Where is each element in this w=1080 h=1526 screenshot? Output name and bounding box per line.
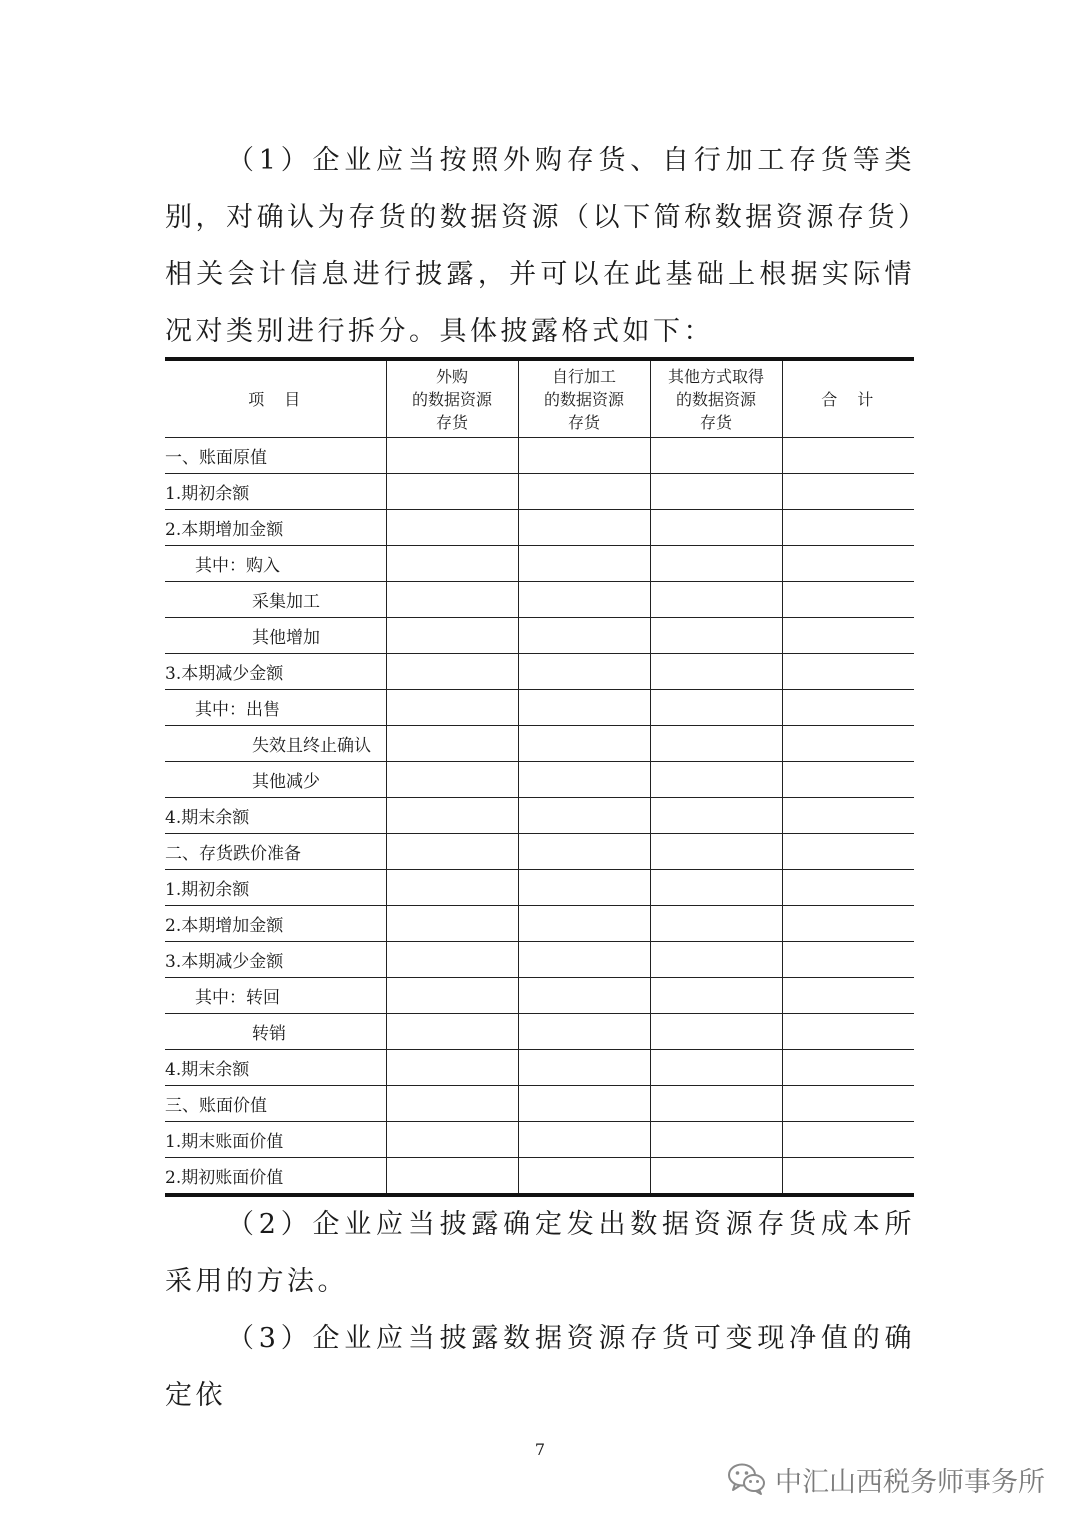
- row-label: 二、存货跌价准备: [165, 834, 386, 870]
- cell: [518, 510, 650, 546]
- cell: [782, 762, 914, 798]
- cell: [650, 690, 782, 726]
- header-self-processed: 自行加工 的数据资源 存货: [518, 359, 650, 438]
- cell: [782, 798, 914, 834]
- row-label: 4.期末余额: [165, 798, 386, 834]
- header-item: 项 目: [165, 359, 386, 438]
- cell: [386, 582, 518, 618]
- cell: [650, 762, 782, 798]
- table-row: [165, 690, 914, 726]
- cell: [518, 1014, 650, 1050]
- cell: [650, 582, 782, 618]
- cell: [650, 618, 782, 654]
- cell: [518, 1086, 650, 1122]
- row-label: 失效且终止确认: [165, 726, 386, 762]
- cell: [518, 906, 650, 942]
- cell: [782, 1086, 914, 1122]
- row-label: 一、账面原值: [165, 438, 386, 474]
- table-row: [165, 870, 914, 906]
- table-row: [165, 942, 914, 978]
- table-row: [165, 1158, 914, 1196]
- cell: [782, 726, 914, 762]
- table-row: [165, 474, 914, 510]
- header-purchased: 外购 的数据资源 存货: [386, 359, 518, 438]
- cell: [386, 978, 518, 1014]
- row-label: 1.期末账面价值: [165, 1122, 386, 1158]
- table-row: [165, 762, 914, 798]
- cell: [386, 798, 518, 834]
- row-label: 其中：转回: [165, 978, 386, 1014]
- cell: [518, 762, 650, 798]
- table-row: [165, 1014, 914, 1050]
- cell: [782, 1014, 914, 1050]
- watermark: [727, 1457, 1045, 1501]
- table-row: [165, 654, 914, 690]
- cell: [518, 654, 650, 690]
- cell: [386, 474, 518, 510]
- row-label: 其他减少: [165, 762, 386, 798]
- cell: [386, 762, 518, 798]
- row-label: 1.期初余额: [165, 474, 386, 510]
- cell: [518, 834, 650, 870]
- cell: [650, 1050, 782, 1086]
- cell: [518, 546, 650, 582]
- cell: [386, 438, 518, 474]
- cell: [386, 942, 518, 978]
- paragraph-1: （1）企业应当按照外购存货、自行加工存货等类别，对确认为存货的数据资源（以下简称数据资源存货）相关会计信息进行披露，并可以在此基础上根据实际情况对类别进行拆分。具体披露格式如下：: [165, 145, 915, 347]
- cell: [518, 618, 650, 654]
- cell: [782, 1050, 914, 1086]
- cell: [782, 474, 914, 510]
- table-row: [165, 618, 914, 654]
- cell: [782, 834, 914, 870]
- cell: [650, 798, 782, 834]
- cell: [518, 438, 650, 474]
- row-label: 转销: [165, 1014, 386, 1050]
- cell: [386, 690, 518, 726]
- cell: [518, 582, 650, 618]
- page-number: 7: [534, 1440, 546, 1459]
- cell: [650, 654, 782, 690]
- cell: [518, 978, 650, 1014]
- cell: [386, 834, 518, 870]
- header-total: 合 计: [782, 359, 914, 438]
- cell: [782, 618, 914, 654]
- row-label: 2.本期增加金额: [165, 510, 386, 546]
- cell: [386, 1014, 518, 1050]
- table-row: [165, 438, 914, 474]
- cell: [650, 726, 782, 762]
- row-label: 其中：出售: [165, 690, 386, 726]
- cell: [518, 1122, 650, 1158]
- cell: [386, 1086, 518, 1122]
- cell: [782, 1122, 914, 1158]
- cell: [386, 618, 518, 654]
- cell: [518, 1158, 650, 1196]
- cell: [386, 546, 518, 582]
- row-label: 三、账面价值: [165, 1086, 386, 1122]
- table-row: [165, 978, 914, 1014]
- disclosure-table: [165, 357, 914, 1197]
- table-row: [165, 798, 914, 834]
- cell: [782, 870, 914, 906]
- row-label: 采集加工: [165, 582, 386, 618]
- paragraph-2: （2）企业应当披露确定发出数据资源存货成本所采用的方法。: [165, 1209, 915, 1297]
- cell: [518, 474, 650, 510]
- cell: [518, 798, 650, 834]
- cell: [386, 510, 518, 546]
- cell: [650, 474, 782, 510]
- cell: [650, 870, 782, 906]
- cell: [386, 870, 518, 906]
- table-row: [165, 1122, 914, 1158]
- row-label: 3.本期减少金额: [165, 654, 386, 690]
- cell: [386, 1158, 518, 1196]
- cell: [782, 546, 914, 582]
- cell: [518, 726, 650, 762]
- cell: [518, 870, 650, 906]
- cell: [782, 942, 914, 978]
- cell: [782, 654, 914, 690]
- header-other-acquired: 其他方式取得 的数据资源 存货: [650, 359, 782, 438]
- cell: [650, 438, 782, 474]
- cell: [386, 726, 518, 762]
- cell: [782, 510, 914, 546]
- table-row: [165, 510, 914, 546]
- watermark-text: 中汇山西税务师事务所: [775, 1466, 1045, 1498]
- row-label: 2.本期增加金额: [165, 906, 386, 942]
- cell: [650, 942, 782, 978]
- row-label: 2.期初账面价值: [165, 1158, 386, 1196]
- table-row: [165, 834, 914, 870]
- cell: [782, 978, 914, 1014]
- cell: [650, 546, 782, 582]
- table-row: [165, 726, 914, 762]
- cell: [386, 1050, 518, 1086]
- cell: [650, 1158, 782, 1196]
- cell: [386, 1122, 518, 1158]
- row-label: 其中：购入: [165, 546, 386, 582]
- cell: [650, 906, 782, 942]
- row-label: 1.期初余额: [165, 870, 386, 906]
- cell: [518, 1050, 650, 1086]
- cell: [650, 1122, 782, 1158]
- cell: [650, 1086, 782, 1122]
- cell: [650, 510, 782, 546]
- table-row: [165, 906, 914, 942]
- table-header-row: [165, 359, 914, 438]
- cell: [650, 834, 782, 870]
- cell: [782, 438, 914, 474]
- table-row: [165, 546, 914, 582]
- cell: [782, 582, 914, 618]
- table-row: [165, 1086, 914, 1122]
- cell: [518, 942, 650, 978]
- cell: [386, 654, 518, 690]
- table-row: [165, 1050, 914, 1086]
- paragraph-3: （3）企业应当披露数据资源存货可变现净值的确定依: [165, 1323, 915, 1411]
- cell: [650, 1014, 782, 1050]
- cell: [782, 1158, 914, 1196]
- cell: [782, 906, 914, 942]
- row-label: 3.本期减少金额: [165, 942, 386, 978]
- table-row: [165, 582, 914, 618]
- wechat-icon: [727, 1462, 767, 1496]
- row-label: 4.期末余额: [165, 1050, 386, 1086]
- cell: [650, 978, 782, 1014]
- cell: [518, 690, 650, 726]
- cell: [782, 690, 914, 726]
- row-label: 其他增加: [165, 618, 386, 654]
- cell: [386, 906, 518, 942]
